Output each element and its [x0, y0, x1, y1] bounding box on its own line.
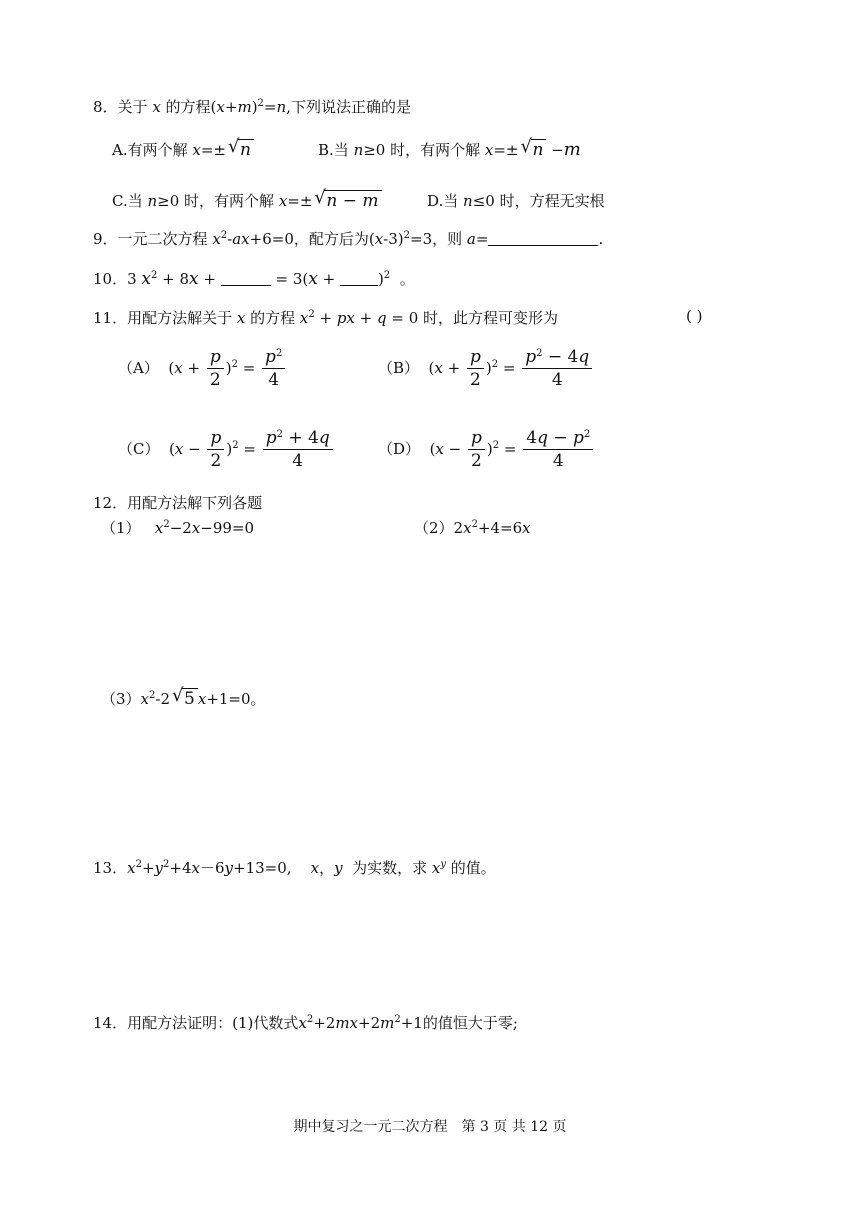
q12-part-1: （1） $x^2-2x-99=0$ — [101, 519, 255, 537]
q11-option-c: （C） (x − $\frac{p}{2}$ )$^2$ = $\frac{p^2 + 4q}{4}$ — [118, 427, 335, 472]
q11-option-a: （A） (x + $\frac{p}{2}$ )$^2$ = $\frac{p^2}{4}$ — [118, 346, 287, 391]
q9-stem: 9．一元二次方程 $x^2-ax+6=0$，配方后为$(x-3)^2=3$，则 a= . — [93, 230, 604, 248]
q13-stem: 13．$x^2+y^2+4x-6y+13=0$, x，y 为实数，求 $x^y$ 的值。 — [93, 859, 496, 877]
q8-stem-text: 8．关于 x 的方程$(x+m)^2=n$,下列说法正确的是 — [93, 98, 411, 116]
q10-stem: 10．3 $x^2 + 8x$ + = $3(x + )^2$ 。 — [93, 269, 415, 289]
q8-option-b: B.当 n≥0 时，有两个解 x=± √ n −m — [318, 136, 581, 160]
q14-stem: 14．用配方法证明：(1)代数式$x^2+2mx+2m^2+1$的值恒大于零; — [93, 1014, 518, 1032]
q12-part-2: $(2)2x^2+4=6x$ — [414, 519, 531, 537]
q11-stem: 11．用配方法解关于 x 的方程 $x^2$ + px + q = 0 时，此方程可变形为 — [93, 309, 559, 327]
q11-answer-paren: ( ) — [686, 307, 703, 325]
q12-stem: 12．用配方法解下列各题 — [93, 494, 263, 512]
page-footer: 期中复习之一元二次方程 第 3 页 共 12 页 — [293, 1119, 567, 1135]
q8-stem — [93, 96, 411, 117]
q12-part-3: $(3)x^2-2$ √ 5 x+1=0。 — [101, 685, 266, 709]
q11-option-d: （D） (x − $\frac{p}{2}$ )$^2$ = $\frac{4q - p^2}{4}$ — [378, 427, 595, 472]
q11-option-b: （B） (x + $\frac{p}{2}$ )$^2$ = $\frac{p^2 - 4q}{4}$ — [378, 346, 594, 391]
q8-option-d: D.当 n≤0 时，方程无实根 — [427, 192, 605, 210]
q8-option-a: A.有两个解 x=± √ n — [112, 139, 254, 160]
q8-option-c: C.当 n≥0 时，有两个解 x=± √ n − m — [112, 190, 382, 211]
